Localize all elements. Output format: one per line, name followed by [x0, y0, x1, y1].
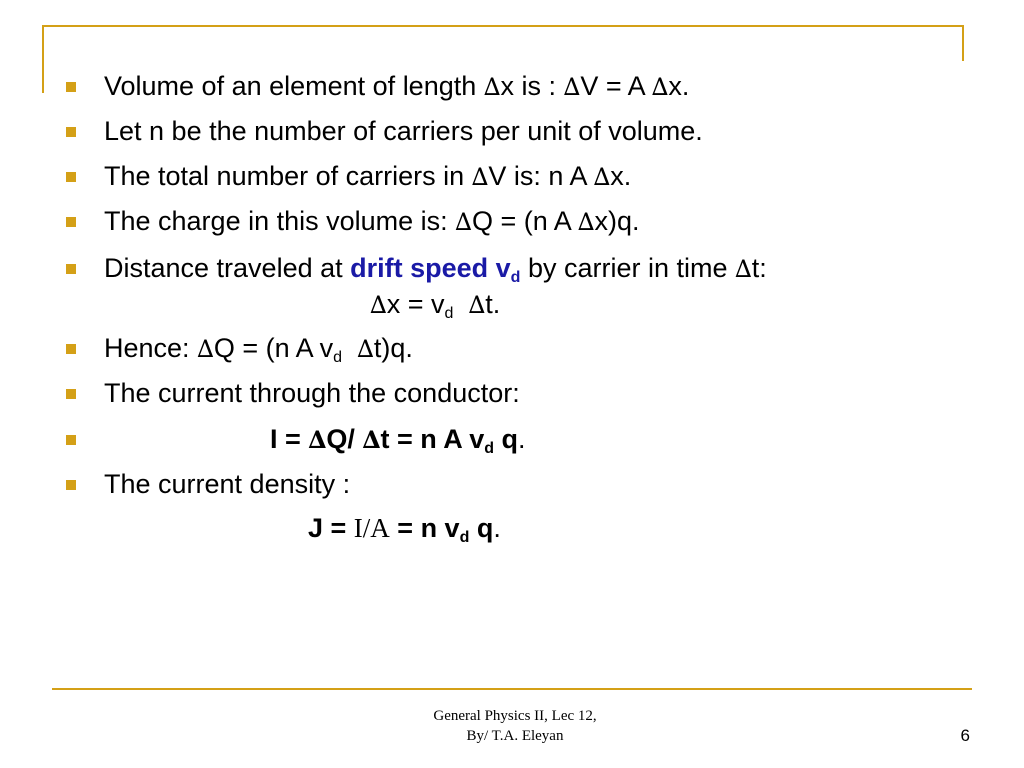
footer-divider — [52, 688, 972, 690]
bullet-square-icon — [66, 172, 76, 182]
bullet-square-icon — [66, 82, 76, 92]
equation-text: $\Delta x = v_d$ ∆t. — [370, 289, 501, 322]
bullet-square-icon — [66, 480, 76, 490]
bullet-item-distance — [0, 248, 1024, 288]
bullet-text: Hence: ∆Q = (n A $v_d$ ∆t)q. — [104, 333, 413, 366]
bullet-square-icon — [66, 344, 76, 354]
bullet-text: The current density : — [104, 469, 351, 499]
bullet-item-density — [0, 464, 1024, 504]
bullet-square-icon — [66, 264, 76, 274]
bullet-item-hence — [0, 328, 1024, 368]
bullet-text: The current through the conductor: — [104, 378, 520, 408]
bullet-text: Distance traveled at drift speed $v_d$ by carrier in time ∆t: — [104, 253, 767, 286]
drift-speed-highlight: drift speed $v_d$ — [350, 253, 521, 286]
frame-top-border — [42, 25, 964, 27]
bullet-text: The charge in this volume is: ∆Q = (n A ∆x)q. — [104, 206, 640, 236]
bullet-square-icon — [66, 127, 76, 137]
bullet-text: Let n be the number of carriers per unit of volume. — [104, 116, 703, 146]
frame-right-border — [962, 25, 964, 61]
slide-number: 6 — [960, 726, 970, 745]
current-equation-text: I = ∆Q/ ∆t = n A $v_d$ q. — [270, 424, 526, 457]
footer-course-line: General Physics II, Lec 12, — [433, 708, 597, 724]
bullet-square-icon — [66, 389, 76, 399]
bullet-square-icon — [66, 217, 76, 227]
bullet-item-current — [0, 373, 1024, 413]
bullet-item-current-equation — [0, 419, 1024, 459]
bullet-square-icon — [66, 435, 76, 445]
footer-author-line: By/ T.A. Eleyan — [466, 728, 564, 744]
bullet-text: Volume of an element of length ∆x is : ∆V = A ∆x. — [104, 71, 690, 101]
density-equation-text: J = I/A = n $v_d$ q. — [308, 513, 501, 546]
bullet-item-charge — [0, 201, 1024, 241]
equation-density — [0, 508, 1024, 548]
equation-distance — [0, 284, 1024, 324]
bullet-item-carriers — [0, 111, 1024, 151]
bullet-item-volume — [0, 66, 1024, 106]
bullet-text: The total number of carriers in ∆V is: n A ∆x. — [104, 161, 632, 191]
footer-caption — [400, 706, 630, 746]
bullet-item-total-carriers — [0, 156, 1024, 196]
